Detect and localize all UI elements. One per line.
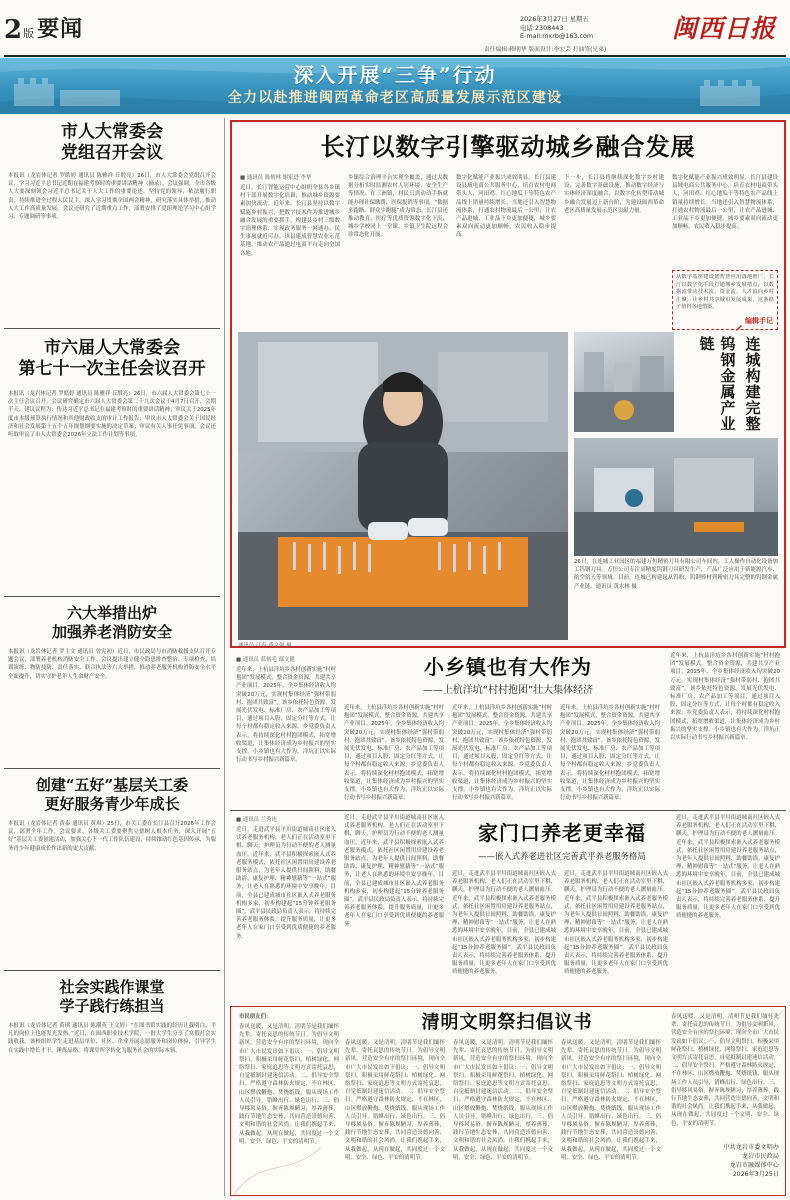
divider	[4, 970, 220, 971]
town-headline: 小乡镇也有大作为	[424, 655, 592, 679]
elder-text-col-5: 近日，走进武平县平川街道城南社区嵌入式养老服务机构，老人们正在活动室里下棋、聊天，护理员为行动不便的老人测量血压。近年来，武平县积极探索嵌入式养老服务模式，依托社区闲置用房建设养老服务站点，为老年人提供日间照料、助餐助浴、康复护理、精神慰藉等“一站式”服务，让老人在熟悉的环境中安享晚年。目前，全县已建成城市社区嵌入式养老服务机构多家，初步构建起“15分钟养老服务圈”。武平县民政局负责人表示，将持续完善养老服务体系，提升服务质量，让更多老年人在家门口享受到优质便捷的养老服务。	[676, 815, 780, 920]
article-town-collective-economy	[230, 652, 786, 808]
headline-line-2: 党组召开会议	[61, 143, 163, 163]
main-photo-worker	[238, 332, 568, 640]
divider	[4, 596, 220, 597]
article-headline	[4, 978, 220, 1016]
article-community-elder-care	[230, 814, 786, 1002]
side-article-text: 26日，在连城工业园区的福建万恒精密刀具有限公司车间内，工人操作自动化设备加工钨钢刀具。万恒公司专注高精度钨钢刀具研发生产，产品广泛应用于新能源汽车、航空航天等领域。目前，连城已构建起从钨粉、钨钢棒材到精密刀具完整的钨钢金属产业链。通讯员 黄水林 摄	[574, 559, 778, 590]
masthead-info	[520, 15, 660, 41]
article-body: 本报讯（龙岩体记者 罗皓婷 通讯员 陈雅祥 丘殷亮）26日，市六届人大常委会第七十一次主任会议召开。会议研究确定市六届人大常委会第二十九次会议于4月7日召开，会期半天。建议议程为：传达习近平总书记在福建考察时的重要讲话精神；审议关于2025年度市本级预算执行情况和其他财政收支的审计工作报告；审议市人大常委会关于国民经济和社会发展第十五个五年规划纲要实施的决定草案；审议有关人事任免事项。会议还听取审议了市人大常委会2026年立法工作计划等事项。	[8, 391, 216, 439]
headline-line-2: 加强养老消防安全	[51, 623, 172, 641]
section-name: 要闻	[37, 17, 84, 42]
elder-text-col-1: 近日，走进武平县平川街道城南社区嵌入式养老服务机构，老人们正在活动室里下棋、聊天，护理员为行动不便的老人测量血压。近年来，武平县积极探索嵌入式养老服务模式，依托社区闲置用房建设养老服务站点，为老年人提供日间照料、助餐助浴、康复护理、精神慰藉等“一站式”服务，让老人在熟悉的环境中安享晚年。目前，全县已建成城市社区嵌入式养老服务机构多家，初步构建起“15分钟养老服务圈”。武平县民政局负责人表示，将持续完善养老服务体系，提升服务质量，让更多老年人在家门口享受到优质便捷的养老服务。	[236, 827, 336, 940]
divider	[230, 810, 786, 811]
article-social-practice	[4, 974, 220, 1194]
banner-subtitle: 全力以赴推进闽西革命老区高质量发展示范区建设	[227, 90, 563, 106]
newspaper-logo: 闽西日报	[672, 14, 777, 43]
proposal-text-col-2: 春风送暖，又是清明。清明节是我们缅怀先辈、寄托哀思的传统节日。为倡导文明新风，营造安全有序的祭扫环境，现向全市广大市民发出如下倡议：一、倡导文明祭扫。积极采用鲜花祭扫、植树绿化、网络祭扫、家庭追思等文明方式寄托哀思，自觉抵制封建迷信活动。二、倡导安全祭扫。严格遵守森林防火规定，不在林区、山区燃放鞭炮、焚烧纸钱，服从现场工作人员引导，错峰出行、绿色出行。三、倡导移风易俗。摒弃陈规陋习，厚养薄葬，践行节地生态安葬，共同营造崇德向善、文明和谐的社会风尚。让我们携起手来，从我做起，从现在做起，共同度过一个文明、安全、绿色、平安的清明节。	[345, 1040, 445, 1161]
editor-note-text: 从数字基座建设到智慧应用落地推广，长汀以数字化手段打通城乡发展堵点，以数据流带动技术流、资金流、人才流向乡村汇聚，让乡村共享城市发展成果，这条路子值得各地借鉴。	[676, 274, 774, 311]
main-headline: 长汀以数字引擎驱动城乡融合发展	[320, 132, 696, 161]
masthead-rule	[4, 55, 786, 57]
factory-illustration	[574, 332, 674, 432]
photo-caption: 通讯员 江春 黄文强 摄	[238, 643, 292, 649]
pen-icon	[735, 317, 743, 325]
proposal-greeting: 市民朋友们：	[239, 1014, 272, 1020]
worker-scene-illustration	[238, 332, 568, 640]
article-headline	[4, 604, 220, 642]
article-body: 本报讯（龙岩体记者 罗皓婷 通讯员 陈雅祥 丘殷亮）26日，市人大常委会党组召开会议，学习习近平总书记近期在福建考察时的重要讲话精神（摘录）。会议强调，全市各级人大要深刻领会习近平总书记关于人大工作的重要论述，坚持党的领导，依法履行职责，持续推进全过程人民民主，深入学习贯彻全国两会精神，研究落实具体举措，推动人大工作高质量发展。会议还研究了近期重点工作，部署安排了党组理论学习中心组学习、专题调研等事项。	[8, 173, 216, 221]
left-column	[4, 118, 220, 1198]
proposal-text-col-1: 春风送暖，又是清明。清明节是我们缅怀先辈、寄托哀思的传统节日。为倡导文明新风，营造安全有序的祭扫环境，现向全市广大市民发出如下倡议：一、倡导文明祭扫。积极采用鲜花祭扫、植树绿化、网络祭扫、家庭追思等文明方式寄托哀思，自觉抵制封建迷信活动。二、倡导安全祭扫。严格遵守森林防火规定，不在林区、山区燃放鞭炮、焚烧纸钱，服从现场工作人员引导，错峰出行、绿色出行。三、倡导移风易俗。摒弃陈规陋习，厚养薄葬，践行节地生态安葬，共同营造崇德向善、文明和谐的社会风尚。让我们携起手来，从我做起，从现在做起，共同度过一个文明、安全、绿色、平安的清明节。	[239, 1024, 339, 1145]
headline-line-2: 第七十一次主任会议召开	[18, 359, 206, 379]
article-body: 本报讯（龙岩体记者 黄泰 通讯员 黄琪）25日，市关工委在长汀县召开2026年工作会议，部署全年工作。会议要求，各级关工委要聚焦立德树人根本任务，深入开展“五好”基层关工委创建活动，加强关心下一代工作队伍建设，持续推动红色基因传承，为服务青少年健康成长作出新的更大贡献。	[8, 821, 216, 852]
main-text-col-2: 乡镇综合治理平台实现全覆盖，通过大数据分析实时监测农村人居环境、安全生产等情况。在三洲镇，村民只需动动手指就能办理社保缴费、医保报销等事项，“数据多跑路、群众少跑腿”成为常态。长汀县还推动教育、医疗等优质资源数字化下沉，城乡学校同上一堂课，乡镇卫生院远程会诊常态化开展。	[348, 175, 448, 239]
elder-subtitle: ——嵌入式养老进社区完善武平养老服务格局	[478, 851, 646, 861]
article-headline	[4, 122, 220, 164]
headline-line-1: 社会实践作课堂	[59, 978, 165, 996]
main-article	[230, 120, 786, 648]
headline-line-1: 创建“五好”基层关工委	[35, 776, 189, 794]
page-suffix: 版	[23, 27, 35, 40]
signature-line-3: 龙岩市融媒体中心	[729, 1162, 779, 1169]
headline-line-2: 学子践行练担当	[59, 997, 165, 1015]
elder-headline: 家门口养老更幸福	[478, 821, 646, 845]
masthead-email: E-mail:mxrb@163.com	[520, 32, 594, 40]
town-text-col-1: 近年来，上杭县洋坑乡各村创新实施“村村抱团”发展模式，整合资金资源，共建共享产业项目。2025年，全乡集体经济收入均突破20万元，实现村集体经济“强村带弱村、抱团共致富”。该乡依托特色资源，发展光伏发电、标准厂房、农产品加工等项目，通过项目入股、固定分红等方式，让每个村都有稳定收入来源。乡党委负责人表示，将持续深化村村抱团模式，拓宽增收渠道，让集体经济成为乡村振兴的坚实支撑。小乡镇也有大作为，洋坑正以实际行动书写乡村振兴新篇章。	[236, 667, 336, 764]
proposal-headline: 清明文明祭扫倡议书	[421, 1012, 593, 1033]
elder-byline: ■ 通讯员 兰秀连	[236, 817, 277, 823]
side-article-headline	[680, 336, 780, 436]
article-headline	[4, 776, 220, 814]
elder-text-col-4: 近日，走进武平县平川街道城南社区嵌入式养老服务机构，老人们正在活动室里下棋、聊天，护理员为行动不便的老人测量血压。近年来，武平县积极探索嵌入式养老服务模式，依托社区闲置用房建设养老服务站点，为老年人提供日间照料、助餐助浴、康复护理、精神慰藉等“一站式”服务，让老人在熟悉的环境中安享晚年。目前，全县已建成城市社区嵌入式养老服务机构多家，初步构建起“15分钟养老服务圈”。武平县民政局负责人表示，将持续完善养老服务体系，提升服务质量，让更多老年人在家门口享受到优质便捷的养老服务。	[564, 871, 668, 976]
proposal-text-col-5: 春风送暖，又是清明。清明节是我们缅怀先辈、寄托哀思的传统节日。为倡导文明新风，营造安全有序的祭扫环境，现向全市广大市民发出如下倡议：一、倡导文明祭扫。积极采用鲜花祭扫、植树绿化、网络祭扫、家庭追思等文明方式寄托哀思，自觉抵制封建迷信活动。二、倡导安全祭扫。严格遵守森林防火规定，不在林区、山区燃放鞭炮、焚烧纸钱，服从现场工作人员引导，错峰出行、绿色出行。三、倡导移风易俗。摒弃陈规陋习，厚养薄葬，践行节地生态安葬，共同营造崇德向善、文明和谐的社会风尚。让我们携起手来，从我做起，从现在做起，共同度过一个文明、安全、绿色、平安的清明节。	[671, 1014, 779, 1127]
signature-line-1: 中共龙岩市委文明办	[723, 1144, 779, 1151]
masthead-editors: 责任编辑:赖明华 版面设计:李宏芸 打油签(兄弟)	[484, 47, 607, 53]
town-text-col-3: 近年来，上杭县洋坑乡各村创新实施“村村抱团”发展模式，整合资金资源，共建共享产业项目。2025年，全乡集体经济收入均突破20万元，实现村集体经济“强村带弱村、抱团共致富”。该乡依托特色资源，发展光伏发电、标准厂房、农产品加工等项目，通过项目入股、固定分红等方式，让每个村都有稳定收入来源。乡党委负责人表示，将持续深化村村抱团模式，拓宽增收渠道，让集体经济成为乡村振兴的坚实支撑。小乡镇也有大作为，洋坑正以实际行动书写乡村振兴新篇章。	[452, 705, 552, 802]
main-text-col-4: 下一步，长汀县将继续深化数字乡村建设，完善数字基础设施，推动数字经济与实体经济深度融合，以数字化转型带动城乡融合发展迈上新台阶，为建设闽西革命老区高质量发展示范区贡献力量。	[564, 175, 664, 214]
town-text-col-5: 近年来，上杭县洋坑乡各村创新实施“村村抱团”发展模式，整合资金资源，共建共享产业项目。2025年，全乡集体经济收入均突破20万元，实现村集体经济“强村带弱村、抱团共致富”。该乡依托特色资源，发展光伏发电、标准厂房、农产品加工等项目，通过项目入股、固定分红等方式，让每个村都有稳定收入来源。乡党委负责人表示，将持续深化村村抱团模式，拓宽增收渠道，让集体经济成为乡村振兴的坚实支撑。小乡镇也有大作为，洋坑正以实际行动书写乡村振兴新篇章。	[670, 653, 780, 742]
editor-note-label: 编辑手记	[735, 316, 773, 326]
town-text-col-4: 近年来，上杭县洋坑乡各村创新实施“村村抱团”发展模式，整合资金资源，共建共享产业项目。2025年，全乡集体经济收入均突破20万元，实现村集体经济“强村带弱村、抱团共致富”。该乡依托特色资源，发展光伏发电、标准厂房、农产品加工等项目，通过项目入股、固定分红等方式，让每个村都有稳定收入来源。乡党委负责人表示，将持续深化村村抱团模式，拓宽增收渠道，让集体经济成为乡村振兴的坚实支撑。小乡镇也有大作为，洋坑正以实际行动书写乡村振兴新篇章。	[560, 705, 660, 802]
town-text-col-2: 近年来，上杭县洋坑乡各村创新实施“村村抱团”发展模式，整合资金资源，共建共享产业项目。2025年，全乡集体经济收入均突破20万元，实现村集体经济“强村带弱村、抱团共致富”。该乡依托特色资源，发展光伏发电、标准厂房、农产品加工等项目，通过项目入股、固定分红等方式，让每个村都有稳定收入来源。乡党委负责人表示，将持续深化村村抱团模式，拓宽增收渠道，让集体经济成为乡村振兴的坚实支撑。小乡镇也有大作为，洋坑正以实际行动书写乡村振兴新篇章。	[344, 705, 444, 802]
article-body: 本报讯（龙岩体记者 黄琪 通讯员 陈潮英 王文婷）“在图书馆实践的经历让我明白，平凡的岗位上也能发光发热。”近日，在闽西职业技术学院，一批大学生分享了寒假社会实践收获。该校组织学生走进基层单位、社区、企业开展志愿服务和岗位体验，引导学生在实践中增长才干、锤炼品格，将课堂所学转化为服务社会的实际本领。	[8, 1023, 216, 1054]
headline-line-2: 钨钢金属产业链	[697, 336, 737, 432]
proposal-text-col-3: 春风送暖，又是清明。清明节是我们缅怀先辈、寄托哀思的传统节日。为倡导文明新风，营造安全有序的祭扫环境，现向全市广大市民发出如下倡议：一、倡导文明祭扫。积极采用鲜花祭扫、植树绿化、网络祭扫、家庭追思等文明方式寄托哀思，自觉抵制封建迷信活动。二、倡导安全祭扫。严格遵守森林防火规定，不在林区、山区燃放鞭炮、焚烧纸钱，服从现场工作人员引导，错峰出行、绿色出行。三、倡导移风易俗。摒弃陈规陋习，厚养薄葬，践行节地生态安葬，共同营造崇德向善、文明和谐的社会风尚。让我们携起手来，从我做起，从现在做起，共同度过一个文明、安全、绿色、平安的清明节。	[453, 1040, 553, 1161]
article-five-good-committee	[4, 772, 220, 968]
elder-text-col-2: 近日，走进武平县平川街道城南社区嵌入式养老服务机构，老人们正在活动室里下棋、聊天，护理员为行动不便的老人测量血压。近年来，武平县积极探索嵌入式养老服务模式，依托社区闲置用房建设养老服务站点，为老年人提供日间照料、助餐助浴、康复护理、精神慰藉等“一站式”服务，让老人在熟悉的环境中安享晚年。目前，全县已建成城市社区嵌入式养老服务机构多家，初步构建起“15分钟养老服务圈”。武平县民政局负责人表示，将持续完善养老服务体系，提升服务质量，让更多老年人在家门口享受到优质便捷的养老服务。	[344, 815, 444, 928]
proposal-signature	[671, 1143, 779, 1179]
headline-line-1: 市六届人大常委会	[44, 338, 180, 358]
elder-text-col-3: 近日，走进武平县平川街道城南社区嵌入式养老服务机构，老人们正在活动室里下棋、聊天，护理员为行动不便的老人测量血压。近年来，武平县积极探索嵌入式养老服务模式，依托社区闲置用房建设养老服务站点，为老年人提供日间照料、助餐助浴、康复护理、精神慰藉等“一站式”服务，让老人在熟悉的环境中安享晚年。目前，全县已建成城市社区嵌入式养老服务机构多家，初步构建起“15分钟养老服务圈”。武平县民政局负责人表示，将持续完善养老服务体系，提升服务质量，让更多老年人在家门口享受到优质便捷的养老服务。	[452, 871, 556, 976]
headline-line-1: 市人大常委会	[61, 122, 163, 142]
headline-line-1: 连城构建完整	[743, 336, 762, 432]
side-photo-tools	[574, 332, 674, 432]
column-divider	[224, 118, 225, 1196]
article-npc-directors-meeting	[4, 332, 220, 608]
headline-line-1: 六大举措出炉	[66, 604, 157, 622]
workshop-illustration	[574, 438, 778, 556]
signature-date: 2026年3月25日	[732, 1171, 779, 1178]
signature-line-2: 龙岩市民政局	[741, 1153, 779, 1160]
main-text-col-1: 近日，长汀智能运营中心组织全县各乡镇村干部开展数字化培训，推动城乡资源要素加快流动。近年来，长汀县坚持以数字赋能乡村振兴，把数字技术作为推进城乡融合发展的重要抓手，构建县乡村三级数字治理体系，实现政务服务一网通办、民生事项就近可办。该县建成智慧农业示范基地，推动农产品通过电商平台走向全国各地。	[240, 185, 340, 257]
main-text-col-5: 数字化赋能产业振兴成效明显。长汀县建设县域电商公共服务中心，培育农村电商带头人，河田鸡、红心地瓜干等特色农产品线上销量持续增长。当地还引入智慧物流体系，打通农村物流最后一公里，让农产品进城、工业品下乡更加便捷，城乡要素双向流动更加顺畅，农民收入稳步提高。	[672, 175, 778, 231]
article-npc-party-meeting	[4, 118, 220, 332]
masthead	[0, 0, 790, 56]
town-byline: ■ 通讯员 蓝炳毛 鄢文健	[236, 657, 295, 663]
divider	[4, 328, 220, 329]
proposal-text-col-4: 春风送暖，又是清明。清明节是我们缅怀先辈、寄托哀思的传统节日。为倡导文明新风，营造安全有序的祭扫环境，现向全市广大市民发出如下倡议：一、倡导文明祭扫。积极采用鲜花祭扫、植树绿化、网络祭扫、家庭追思等文明方式寄托哀思，自觉抵制封建迷信活动。二、倡导安全祭扫。严格遵守森林防火规定，不在林区、山区燃放鞭炮、焚烧纸钱，服从现场工作人员引导，错峰出行、绿色出行。三、倡导移风易俗。摒弃陈规陋习，厚养薄葬，践行节地生态安葬，共同营造崇德向善、文明和谐的社会风尚。让我们携起手来，从我做起，从现在做起，共同度过一个文明、安全、绿色、平安的清明节。	[561, 1040, 661, 1161]
issue-date: 2026年3月27日 星期五	[520, 15, 589, 23]
editor-note-box	[672, 270, 778, 330]
town-subtitle: ——上杭洋坑“村村抱团”壮大集体经济	[422, 685, 594, 696]
page-number: 2	[4, 15, 23, 45]
page-number-block	[4, 16, 83, 44]
article-elderly-fire-safety	[4, 600, 220, 768]
headline-line-2: 更好服务青少年成长	[44, 795, 180, 813]
divider	[4, 768, 220, 769]
banner-title: 深入开展“三争”行动	[293, 63, 497, 87]
article-headline	[4, 338, 220, 380]
main-text-col-3: 数字化赋能产业振兴成效明显。长汀县建设县域电商公共服务中心，培育农村电商带头人，河田鸡、红心地瓜干等特色农产品线上销量持续增长。当地还引入智慧物流体系，打通农村物流最后一公里，让农产品进城、工业品下乡更加便捷，城乡要素双向流动更加顺畅，农民收入稳步提高。	[456, 175, 556, 239]
side-photo-workshop	[574, 438, 778, 556]
main-byline: ■ 通讯员 陈炳林 谢家进 李华	[240, 175, 312, 181]
masthead-phone: 电话:2308443	[520, 23, 564, 32]
campaign-banner	[0, 58, 790, 114]
article-body: 本报讯（龙岩体记者 罗主文 通讯员 曾宪初）近日，市民政局与市消防救援支队召开专题会议，部署养老机构消防安全工作。会议提出建立健全隐患排查整治、专项检查、培训演练、物防技防、责任落实、联合执法等六大举措，推动养老服务机构消防安全水平全面提升，切实守护老年人生命财产安全。	[8, 649, 216, 680]
qingming-proposal	[230, 1006, 786, 1196]
